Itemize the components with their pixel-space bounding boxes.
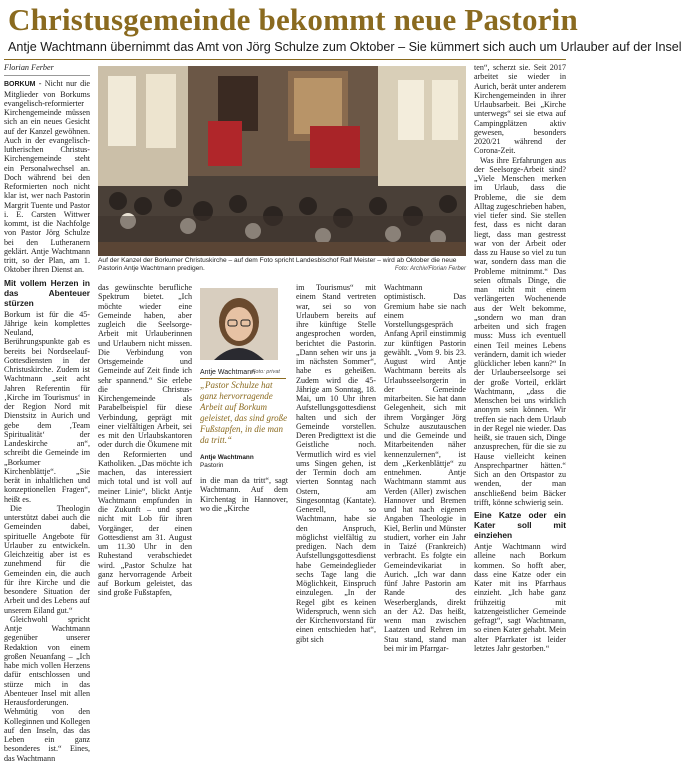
photo-caption <box>98 257 466 273</box>
body-paragraph: Die Theologin unterstützt dabei auch die Gemeinden dabei, spirituelle Angebote für Urlauber zu entwickeln. Gleichzeitig aber ist es zunehmend für die Gemeinden ein, die auch für ihre Kirche und die besondere Situation der Arbeit und des Lebens auf unserem Eiland gut.“ <box>4 503 90 615</box>
subheading-1: Mit vollem Herzen in das Abenteuer stürzen <box>4 277 90 308</box>
portrait-name: Antje Wachtmann <box>200 369 255 376</box>
intro-paragraph <box>4 79 90 274</box>
column-1 <box>4 63 90 763</box>
portrait-photo <box>200 288 278 360</box>
dateline: BORKUM <box>4 81 36 89</box>
byline-rule <box>4 75 90 76</box>
headline: Christusgemeinde bekommt neue Pastorin <box>8 2 578 37</box>
column-4 <box>384 283 466 653</box>
subheadline: Antje Wachtmann übernimmt das Amt von Jörg Schulze zum Oktober – Sie kümmert sich auch um Urlauber auf der Insel <box>8 40 682 54</box>
column-2 <box>98 283 192 598</box>
quote-rule <box>200 378 286 379</box>
quote-role: Pastorin <box>200 462 224 469</box>
portrait-credit: Foto: privat <box>252 369 280 375</box>
body-paragraph: Wachtmann optimistisch. Das Gremium habe sie nach einem Vorstellungsgespräch Anfang April einstimmig zur künftigen Pastorin gewählt. „Vom 9. bis 23. August wird Antje Wachtmann bereits als Urlaubsseelsorgerin in der Gemeinde mitarbeiten. Sie hat dann Gelegenheit, sich mit ihrem Vorgänger Jörg Schulze auszutauschen und die Gemeinde und Mitarbeitenden näher kennenzulernen“, ist dem „Kerkenblättje“ zu entnehmen. Antje Wachtmann stammt aus Verden (Aller) zwischen Hannover und Bremen und hat nach eigenen Angaben Theologie in Kiel, Berlin und Münster studiert, vorher ein Jahr in Taizé (Frankreich) verbracht. Es folgte ein Gemeindevikariat in Aurich. „Ich war dann fünf Jahre Pastorin am Rande des Weserberglands, direkt an der A2. Das heißt, wenn man zwischen Laatzen und Rehren im Stau stand, stand man bei mir im Pfarrgar- <box>384 283 466 653</box>
body-paragraph: Gleichwohl spricht Antje Wachtmann gegenüber unserer Redaktion von einem großen Neuanfang – „Ich habe mich vollen Herzens dafür entschlossen und stürze mich in das Abenteuer Insel mit allen Herausforderungen. Wehmütig von den Kolleginnen und Kollegen auf den Inseln, das das Leben ein ganz besonderes ist.“ Eines, das Wachtmann <box>4 614 90 763</box>
body-paragraph: ten“, scherzt sie. Seit 2017 arbeitet sie wieder in Aurich, berät unter anderem Kirchengemeinden in ihrer Urlaubsarbeit. Bei „Kirche unterwegs“ sei sie etwa auf Campingplätzen aktiv gewesen, besonders 2020/21 während der Corona-Zeit. <box>474 63 566 156</box>
body-paragraph: Was ihre Erfahrungen aus der Seelsorge-Arbeit sind? „Viele Menschen merken im Urlaub, dass die Probleme, die sie dem Alltag zugeschrieben haben, viel tiefer sind. Sie stellen fest, dass es nicht daran liegt, dass man gestresst war von der Arbeit oder dass zu Hause so viel zu tun war, sondern dass man die Probleme mitnimmt.“ Das seien oftmals Dinge, die man nicht mit einem verlängerten Wochenende aus der Welt bekomme, „sondern wo man dran arbeiten und sich fragen muss: Muss ich eventuell einen Teil meines Lebens verändern, damit ich wieder glücklicher leben kann?“ In der Urlauberseelsorge sei der große Vorteil, erklärt Wachtmann, „dass die Menschen bei uns wirklich anonym sein können. Wir treffen sie nach dem Urlaub in der Regel nie wieder. Das heißt, sie trauen sich, Dinge anzusprechen, für die sie zu Hause vielleicht keinen Ansprechpartner hätten.“ Sich an den Ortspastor zu wenden, der man anschließend beim Bäcker trifft, könne schwierig sein. <box>474 155 566 507</box>
pull-quote: „Pastor Schulze hat ganz hervorragende Arbeit auf Borkum geleistet, das sind große Fußstapfen, in die man da tritt.“ <box>200 380 288 445</box>
quote-attribution <box>200 454 288 470</box>
portrait-image <box>200 288 278 360</box>
body-paragraph: im Tourismus“ mit einem Stand vertreten war, sei so von Urlaubern bereits auf ihre künftige Stelle angesprochen worden, berichtet die Pastorin. „Dann sehen wir uns ja im nächsten Sommer“, habe es geheißen. Zudem wird die 45-Jährige am Sonntag, 18. Mai, um 10 Uhr ihren Aufstellungsgottesdienst halten und sich der Gemeinde vorstellen. Deren Predigttext ist die Geistliche noch. Vermutlich wird es viel ums Singen gehen, ist der Termin doch am vierten Sonntag nach Ostern, am Singesonntag (Kantate). Generell, so Wachtmann, habe sie den Anspruch, möglichst vielfältig zu predigen. Nach dem Aufstellungsgottesdienst habe Gemeindeglieder sechs Tage lang die Möglichkeit, Einspruch einzulegen. „In der Regel gibt es keinen Widerspruch, wenn sich der Kirchenvorstand für einen entschieden hat“, gibt sich <box>296 283 377 644</box>
subheading-2: Eine Katze oder ein Kater soll mit einziehen <box>474 510 566 540</box>
body-paragraph: in die man da tritt“, sagt Wachtmann. Auf dem Kirchentag in Hannover, wo die „Kirche <box>200 476 288 513</box>
column-5 <box>474 63 566 653</box>
church-photo <box>98 66 466 256</box>
column-3 <box>296 283 376 644</box>
quote-author: Antje Wachtmann <box>200 454 254 461</box>
body-paragraph: das gewünschte berufliche Spektrum bietet. „Ich möchte wieder eine Gemeinde haben, aber zugleich die Seelsorge-Arbeit mit Urlauberinnen und Urlaubern nicht missen. Die Verbindung von Ortsgemeinde und Gemeinde auf Zeit finde ich sehr spannend.“ Sie erlebe die Christus-Kirchengemeinde als Parabelbeispiel für diese Verbindung, geprägt mit einer vielfältigen Arbeit, sei es mit den Urlaubskantoren oder durch die Ökumene mit den Reformierten und Katholiken. „Das möchte ich machen, das interessiert mich total und ist voll auf meiner Linie“, blickt Antje Wachtmann empfunden in die Zukunft – und spart nicht mit Lob für ihren Vorgänger, der einen Gottesdienst am 31. August um 11.30 Uhr in den Ruhestand verabschiedet wird. „Pastor Schulze hat ganz hervorragende Arbeit auf Borkum geleistet, das sind große Fußstapfen, <box>98 283 192 598</box>
church-interior-image <box>98 66 466 256</box>
headline-rule <box>4 59 566 60</box>
author-byline: Florian Ferber <box>4 63 54 72</box>
intro-text: - Nicht nur die Mitglieder von Borkums evangelisch-reformierter Kirchengemeinde müssen sich an ein neues Gesicht auf der Kanzel gewöhnen. Auch in der evangelisch-lutherischen Christus-Kirchengemeinde steht ein Personalwechsel an. Doch während bei den Reformierten noch nicht klar ist, wer nach Pastorin Margrit Tuente und Pastor i. E. Carsten Wittwer kommt, ist die Nachfolge von Pastor Jörg Schulze bei den Lutheranern geklärt. Antje Wachtmann tritt, so der Plan, am 1. Oktober ihren Dienst an. <box>4 79 90 275</box>
photo-caption-text: Auf der Kanzel der Borkumer Christuskirche – auf dem Foto spricht Landesbischof Ralf Meister – wird ab Oktober die neue Pastorin Antje Wachtmann predigen. <box>98 257 457 272</box>
column-2b <box>200 476 288 513</box>
body-paragraph: Borkum ist für die 45-Jährige kein komplettes Neuland, Berührungspunkte gab es bereits bei Nordseelauf-Gottesdiensten in der Christuskirche. Zudem ist Wachtmann „seit acht Jahren Referentin für ‚Kirche im Tourismus‘ in der Region Nord mit Dienstsitz in Aurich und gebe dem ‚Team Spiritualität‘ der Landeskirche an“, schreibt die Gemeinde im „Borkumer Kirchenblättje“. „Sie berät in inhaltlichen und konzeptionellen Fragen“, heißt es. <box>4 309 90 504</box>
body-paragraph: Antje Wachtmann wird alleine nach Borkum kommen. So hofft aber, dass eine Katze oder ein Kater mit ins Pfarrhaus einzieht. „Ich habe ganz frühzeitig mit katzengeistlicher Gemeinde gefragt“, sagt Wachtmann, so einen Kater gehabt. Mein alter Pfarrkater ist leider letztes Jahr gestorben.“ <box>474 542 566 653</box>
photo-credit: Foto: Archiv/Florian Ferber <box>394 266 466 272</box>
